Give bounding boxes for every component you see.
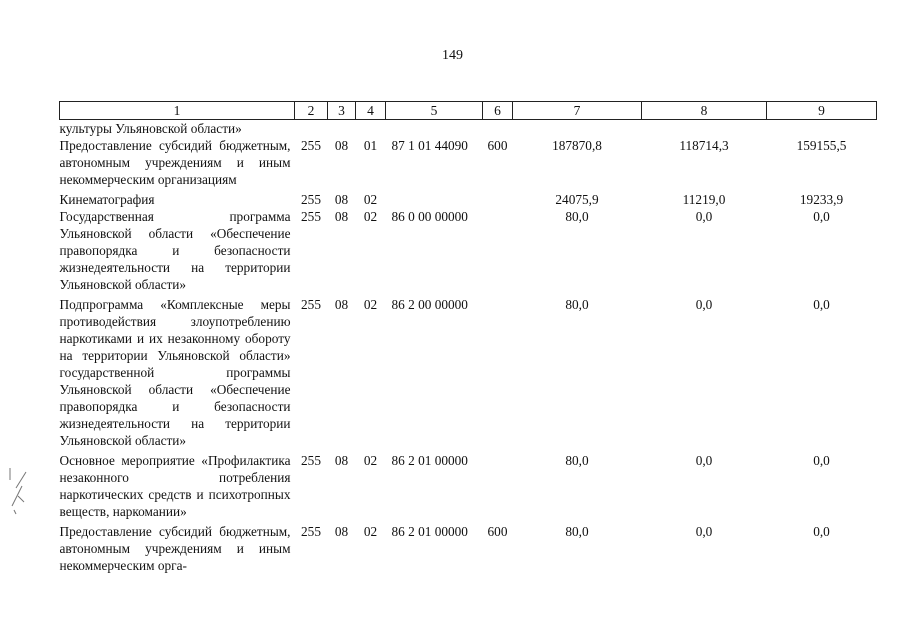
table-row bbox=[60, 296, 877, 449]
subsection-cell: 02 bbox=[363, 209, 378, 224]
row-name-cell: Подпрограмма «Комплексные меры противодействия злоупотреблению наркотиками и их незаконному обороту на территории Ульяновской области» государственной программы Ульяновской области «Обеспечение правопорядка и безопасности жизнедеятельности на территории Ульяновской области» bbox=[59, 297, 291, 448]
subsection-cell: 02 bbox=[363, 192, 378, 207]
row-name-cell: Предоставление субсидий бюджетным, автономным учреждениям и иным некоммерческим орга- bbox=[59, 524, 291, 573]
column-number-header bbox=[60, 102, 877, 120]
amount-cell-7: 80,0 bbox=[565, 297, 589, 312]
amount-cell-9: 0,0 bbox=[813, 524, 830, 539]
amount-cell-8: 0,0 bbox=[695, 209, 713, 224]
table-row bbox=[60, 137, 877, 188]
scan-pen-mark bbox=[6, 466, 34, 518]
subsection-cell bbox=[356, 120, 386, 138]
expense-type-cell bbox=[483, 208, 513, 293]
table-row bbox=[60, 191, 877, 208]
table-row bbox=[60, 120, 877, 138]
row-name-cell: Государственная программа Ульяновской области «Обеспечение правопорядка и безопасности жизнедеятельности на территории Ульяновской области» bbox=[59, 209, 291, 292]
amount-cell-9: 0,0 bbox=[813, 297, 830, 312]
amount-cell-9: 0,0 bbox=[813, 209, 830, 224]
row-name-cell: культуры Ульяновской области» bbox=[59, 121, 242, 136]
expense-type-cell bbox=[483, 191, 513, 208]
amount-cell-9: 19233,9 bbox=[799, 192, 844, 207]
budget-table bbox=[59, 101, 877, 574]
page-number: 149 bbox=[442, 48, 463, 63]
section-cell: 08 bbox=[334, 453, 349, 468]
amount-cell-7 bbox=[513, 120, 642, 138]
admin-code-cell: 255 bbox=[301, 524, 321, 539]
admin-code-cell: 255 bbox=[301, 209, 321, 224]
subsection-cell: 02 bbox=[363, 524, 378, 539]
table-row bbox=[60, 208, 877, 293]
section-cell: 08 bbox=[334, 138, 349, 153]
amount-cell-7: 80,0 bbox=[565, 209, 589, 224]
column-header: 5 bbox=[386, 102, 483, 120]
column-header: 4 bbox=[356, 102, 386, 120]
amount-cell-8: 0,0 bbox=[695, 524, 713, 539]
row-name-cell: Предоставление субсидий бюджетным, автономным учреждениям и иным некоммерческим организациям bbox=[59, 138, 291, 187]
subsection-cell: 02 bbox=[363, 453, 378, 468]
expense-type-cell bbox=[483, 452, 513, 520]
amount-cell-9: 0,0 bbox=[813, 453, 830, 468]
column-header: 8 bbox=[642, 102, 767, 120]
subsection-cell: 01 bbox=[363, 138, 378, 153]
admin-code-cell: 255 bbox=[301, 297, 321, 312]
amount-cell-9: 159155,5 bbox=[796, 138, 847, 153]
section-cell: 08 bbox=[334, 524, 349, 539]
expense-type-cell: 600 bbox=[487, 138, 508, 153]
target-article-cell: 86 2 01 00000 bbox=[391, 524, 468, 539]
column-header: 9 bbox=[767, 102, 877, 120]
expense-type-cell bbox=[483, 120, 513, 138]
target-article-cell bbox=[386, 120, 483, 138]
section-cell bbox=[328, 120, 356, 138]
amount-cell-8: 0,0 bbox=[695, 297, 713, 312]
target-article-cell bbox=[386, 191, 483, 208]
target-article-cell: 86 2 01 00000 bbox=[391, 453, 468, 468]
section-cell: 08 bbox=[334, 297, 349, 312]
admin-code-cell: 255 bbox=[301, 138, 321, 153]
target-article-cell: 87 1 01 44090 bbox=[391, 138, 468, 153]
column-header: 7 bbox=[513, 102, 642, 120]
target-article-cell: 86 0 00 00000 bbox=[391, 209, 468, 224]
admin-code-cell: 255 bbox=[301, 192, 321, 207]
amount-cell-8: 0,0 bbox=[695, 453, 713, 468]
expense-type-cell bbox=[483, 296, 513, 449]
amount-cell-7: 24075,9 bbox=[555, 192, 599, 207]
column-header: 2 bbox=[295, 102, 328, 120]
amount-cell-9 bbox=[767, 120, 877, 138]
amount-cell-7: 187870,8 bbox=[552, 138, 602, 153]
section-cell: 08 bbox=[334, 209, 349, 224]
target-article-cell: 86 2 00 00000 bbox=[391, 297, 468, 312]
amount-cell-8: 118714,3 bbox=[679, 138, 729, 153]
subsection-cell: 02 bbox=[363, 297, 378, 312]
amount-cell-8 bbox=[642, 120, 767, 138]
admin-code-cell bbox=[295, 120, 328, 138]
admin-code-cell: 255 bbox=[301, 453, 321, 468]
section-cell: 08 bbox=[334, 192, 349, 207]
row-name-cell: Кинематография bbox=[59, 192, 155, 207]
amount-cell-8: 11219,0 bbox=[682, 192, 726, 207]
column-header: 3 bbox=[328, 102, 356, 120]
amount-cell-7: 80,0 bbox=[565, 524, 589, 539]
row-name-cell: Основное мероприятие «Профилактика незаконного потребления наркотических средств и психотропных веществ, наркомании» bbox=[59, 453, 291, 519]
table-row bbox=[60, 452, 877, 520]
column-header: 1 bbox=[60, 102, 295, 120]
table-row bbox=[60, 523, 877, 574]
amount-cell-7: 80,0 bbox=[565, 453, 589, 468]
column-header: 6 bbox=[483, 102, 513, 120]
expense-type-cell: 600 bbox=[487, 524, 508, 539]
